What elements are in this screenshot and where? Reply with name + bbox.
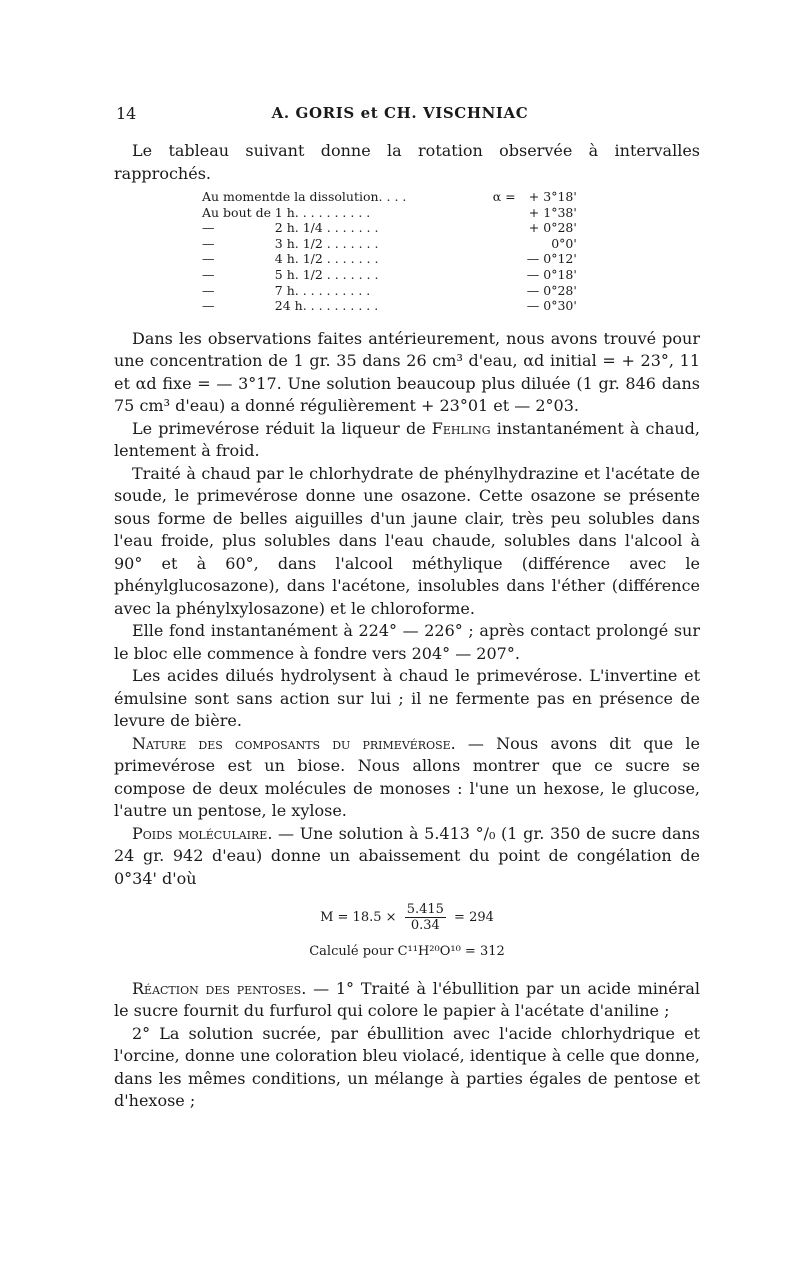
paragraph-pentose-reaction: Réaction des pentoses. — 1° Traité à l'ébullition par un acide minéral le sucre fournit du furfurol qui colore le papier à l'acétate d'aniline ;: [114, 978, 701, 1021]
rotation-row: [202, 236, 577, 252]
row-label: Au moment: [202, 189, 275, 204]
paragraph-melting: Elle fond instantanément à 224° — 226° ; après contact prolongé sur le bloc elle commence à fondre vers 204° — 207°.: [114, 621, 700, 663]
formula-numerator: 5.415: [406, 902, 444, 918]
row-time: 1 h. . . . . . . . . .: [274, 204, 371, 220]
row-label: —: [202, 235, 215, 251]
row-time: 2 h. 1/4 . . . . . . .: [274, 220, 379, 236]
row-alpha: [493, 298, 527, 314]
row-time: 3 h. 1/2 . . . . . . .: [274, 235, 379, 251]
row-alpha: [493, 205, 527, 221]
fehling-name: Fehling: [431, 418, 491, 438]
row-label: —: [202, 251, 215, 267]
rotation-row: [202, 251, 577, 267]
row-value: 0°0': [551, 235, 577, 251]
rotation-row: [202, 283, 577, 299]
calculated-value: Calculé pour C¹¹H²⁰O¹⁰ = 312: [309, 944, 505, 960]
row-value: + 3°18': [528, 189, 577, 204]
row-label: —: [202, 220, 215, 236]
row-value: + 1°38': [528, 204, 577, 220]
paragraph-fehling: Le primevérose réduit la liqueur de Fehling instantanément à chaud, lentement à froid.: [114, 418, 700, 461]
paragraph-molecular-weight: Poids moléculaire. — Une solution à 5.413 °/₀ (1 gr. 350 de sucre dans 24 gr. 942 d'eau) donne un abaissement du point de congélation de 0°34' d'où: [114, 823, 700, 888]
rotation-row: [202, 267, 577, 283]
row-alpha: [493, 283, 527, 299]
row-label: Au bout de: [202, 204, 272, 220]
paragraph-hydrolysis: Les acides dilués hydrolysent à chaud le primevérose. L'invertine et émulsine sont sans action sur lui ; il ne fermente pas en présence de levure de bière.: [114, 666, 700, 731]
row-alpha: [493, 220, 527, 236]
paragraph-previous-observations: Dans les observations faites antérieurement, nous avons trouvé pour une concentration de 1 gr. 35 dans 26 cm³ d'eau, αd initial = + 23°, 11 et αd fixe = — 3°17. Une solution beaucoup plus diluée (1 gr. 846 dans 75 cm³ d'eau) a donné régulièrement + 23°01 et — 2°03.: [114, 328, 700, 416]
formula-fraction: [405, 902, 446, 933]
molecular-weight-formula: [114, 902, 700, 933]
row-value: — 0°28': [526, 282, 577, 298]
paragraph-orcine: 2° La solution sucrée, par ébullition avec l'acide chlorhydrique et l'orcine, donne une coloration bleu violacé, identique à celle que donne, dans les mêmes conditions, un mélange à parties égales de pentose et d'hexose ;: [114, 1023, 700, 1111]
section-heading-molecular-weight: Poids moléculaire.: [132, 823, 273, 843]
running-head: A. GORIS et CH. VISCHNIAC: [271, 104, 529, 122]
page-body: [114, 140, 700, 1113]
paragraph-osazone: Traité à chaud par le chlorhydrate de phénylhydrazine et l'acétate de soude, le primevérose donne une osazone. Cette osazone se présente sous forme de belles aiguilles d'un jaune clair, très peu solubles dans l'eau froide, plus solubles dans l'eau chaude, solubles dans l'alcool à 90° et à 60°, dans l'alcool méthylique (différence avec le phénylglucosazone), dans l'acétone, insolubles dans l'éther (différence avec la phénylxylosazone) et le chloroforme.: [114, 463, 700, 618]
page-number: 14: [116, 104, 137, 123]
formula-rhs: = 294: [454, 910, 494, 926]
row-value: + 0°28': [528, 220, 577, 236]
row-value: — 0°12': [526, 251, 577, 267]
row-label: —: [202, 266, 215, 282]
section-heading-nature: Nature des composants du primevérose.: [132, 733, 456, 753]
page-header: [0, 104, 800, 130]
row-time: 7 h. . . . . . . . . .: [274, 282, 371, 298]
rotation-table: [202, 189, 577, 314]
row-alpha: [493, 236, 527, 252]
row-alpha: [493, 267, 527, 283]
row-time: 5 h. 1/2 . . . . . . .: [274, 266, 379, 282]
row-time: de la dissolution. . . .: [274, 189, 407, 204]
formula-lhs: M = 18.5 ×: [320, 910, 397, 926]
rotation-row: [202, 205, 577, 221]
paragraph-nature: Nature des composants du primevérose. — Nous avons dit que le primevérose est un biose. Nous allons montrer que ce sucre se compose de deux molécules de monoses : l'une un hexose, le glucose, l'autre un pentose, le xylose.: [114, 733, 701, 821]
section-heading-pentose: Réaction des pentoses.: [132, 978, 307, 998]
rotation-row: [202, 298, 577, 314]
formula-denominator: 0.34: [410, 918, 440, 934]
rotation-row: [202, 220, 577, 236]
row-label: —: [202, 298, 215, 314]
row-value: — 0°30': [526, 298, 577, 314]
row-alpha: α =: [492, 189, 516, 204]
row-alpha: [493, 251, 527, 267]
row-label: —: [202, 282, 215, 298]
row-value: — 0°18': [526, 266, 577, 282]
paragraph-intro: Le tableau suivant donne la rotation observée à intervalles rapprochés.: [114, 141, 700, 183]
rotation-row: [202, 189, 577, 205]
row-time: 4 h. 1/2 . . . . . . .: [274, 251, 379, 267]
row-time: 24 h. . . . . . . . . .: [274, 298, 379, 314]
